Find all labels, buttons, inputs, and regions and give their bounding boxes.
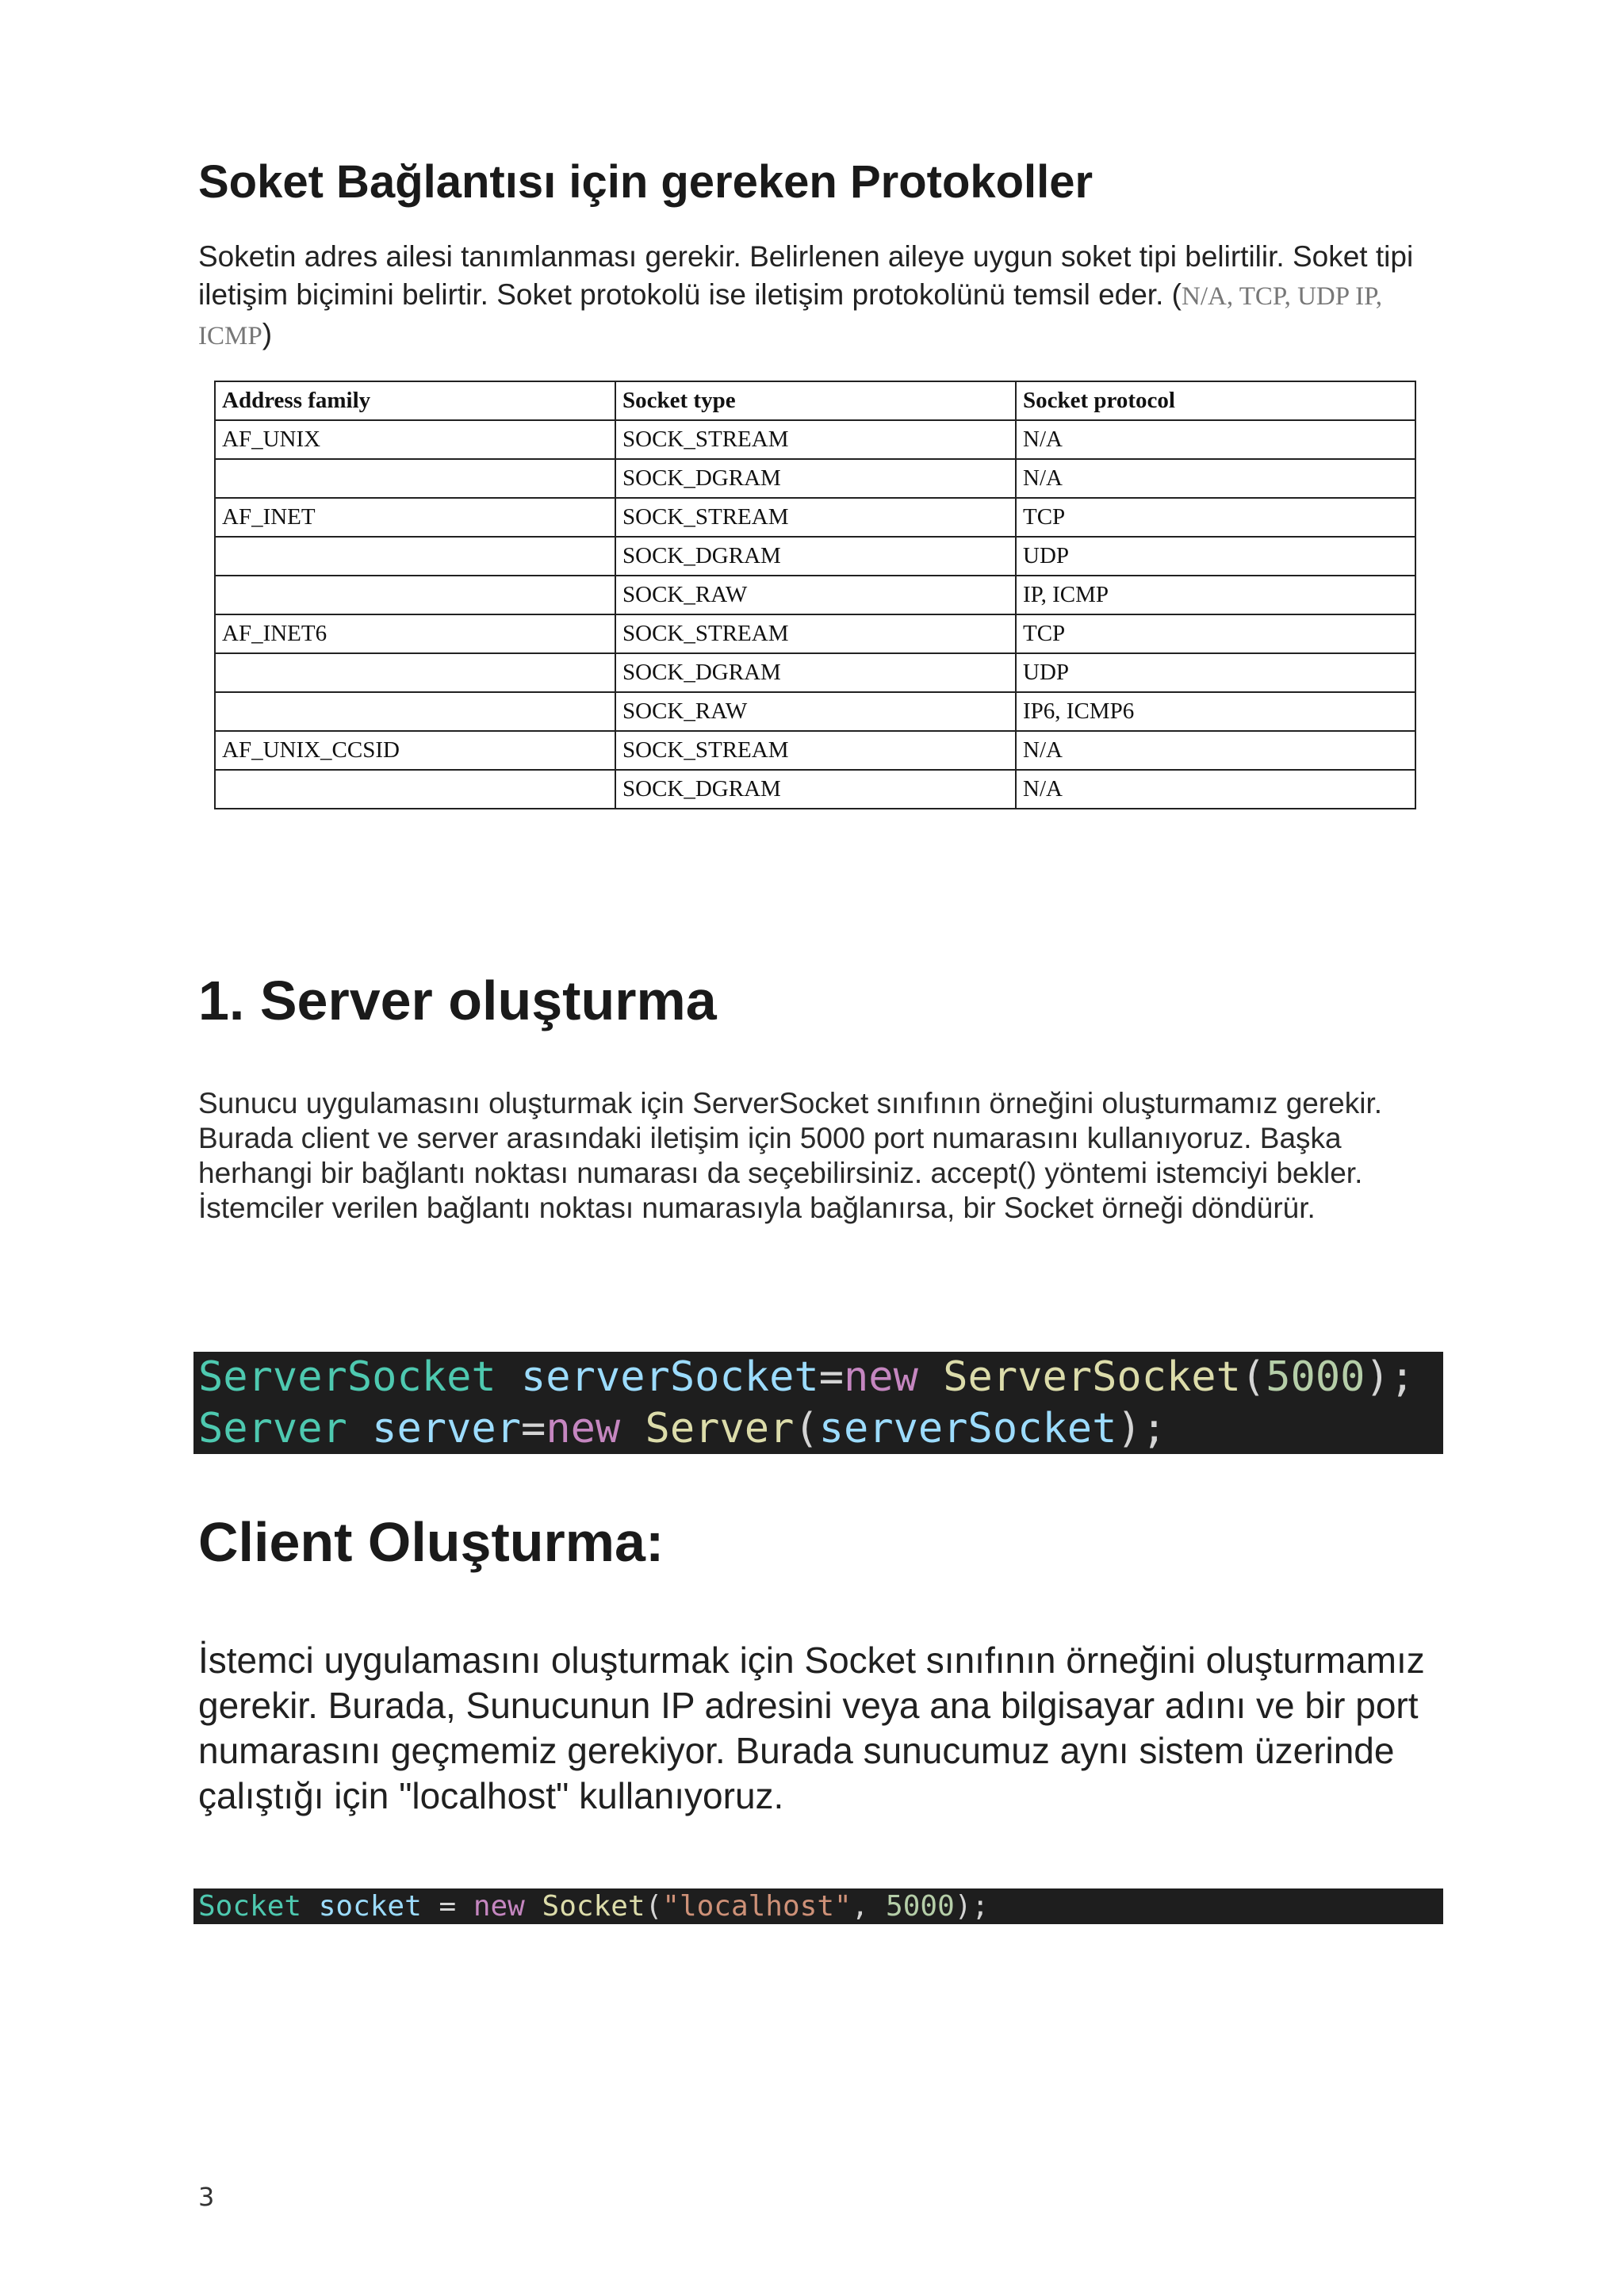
server-code-block [193,1352,1443,1454]
cell-address-family [215,692,615,731]
code-token-string: "localhost" [662,1890,852,1923]
code-token-space [496,1353,521,1401]
protocols-intro-text: Soketin adres ailesi tanımlanması gerekir. Belirlenen aileye uygun soket tipi belirtilir. Soket tipi iletişim biçimini belirtir. Soket protokolü ise iletişim protokolünü temsil eder. ( [198,240,1414,311]
cell-address-family [215,653,615,692]
cell-socket-type: SOCK_DGRAM [615,459,1016,498]
table-row [215,653,1415,692]
cell-socket-type: SOCK_STREAM [615,498,1016,537]
code-token-terminator: ); [1365,1353,1415,1401]
table-row [215,498,1415,537]
table-row [215,420,1415,459]
code-token-space [525,1890,542,1923]
table-row [215,576,1415,614]
cell-socket-protocol: IP6, ICMP6 [1016,692,1415,731]
code-token-type: Server [198,1405,347,1452]
cell-address-family: AF_INET [215,498,615,537]
cell-address-family [215,576,615,614]
cell-socket-protocol: N/A [1016,459,1415,498]
header-socket-protocol: Socket protocol [1016,381,1415,420]
cell-socket-protocol: UDP [1016,653,1415,692]
table-row [215,459,1415,498]
cell-socket-protocol: UDP [1016,537,1415,576]
header-address-family: Address family [215,381,615,420]
table-row [215,692,1415,731]
code-token-number: 5000 [886,1890,955,1923]
code-token-comma: , [851,1890,887,1923]
code-token-space [918,1353,943,1401]
cell-socket-protocol: IP, ICMP [1016,576,1415,614]
cell-socket-type: SOCK_RAW [615,692,1016,731]
code-token-operator: = [421,1890,473,1923]
table-row [215,537,1415,576]
cell-socket-type: SOCK_RAW [615,576,1016,614]
code-token-variable: serverSocket [521,1353,819,1401]
code-token-variable: socket [318,1890,422,1923]
table-row [215,731,1415,770]
page-number: 3 [198,2182,215,2212]
code-token-operator: = [521,1405,546,1452]
code-line [198,1888,1443,1924]
cell-address-family: AF_INET6 [215,614,615,653]
code-token-constructor: Socket [542,1890,645,1923]
table-header-row [215,381,1415,420]
cell-address-family [215,537,615,576]
cell-socket-type: SOCK_STREAM [615,731,1016,770]
section-heading-server: 1. Server oluşturma [198,970,717,1031]
code-token-paren: ( [645,1890,663,1923]
table-row [215,770,1415,809]
cell-socket-type: SOCK_DGRAM [615,653,1016,692]
code-token-operator: = [818,1353,844,1401]
code-token-keyword: new [546,1405,621,1452]
cell-socket-protocol: TCP [1016,498,1415,537]
code-token-space [301,1890,319,1923]
section-title-protocols: Soket Bağlantısı için gereken Protokoller [198,156,1094,208]
code-token-type: ServerSocket [198,1353,496,1401]
protocols-list-inline: N/A, TCP, UDP IP, ICMP [198,282,1383,350]
code-token-constructor: ServerSocket [943,1353,1241,1401]
cell-socket-protocol: N/A [1016,420,1415,459]
code-token-space [620,1405,645,1452]
code-token-keyword: new [473,1890,525,1923]
cell-address-family [215,459,615,498]
code-token-paren: ( [1240,1353,1266,1401]
code-token-keyword: new [844,1353,918,1401]
header-socket-type: Socket type [615,381,1016,420]
code-line [198,1352,1443,1403]
code-token-space [347,1405,372,1452]
cell-address-family: AF_UNIX_CCSID [215,731,615,770]
server-description-paragraph: Sunucu uygulamasını oluşturmak için ServerSocket sınıfının örneğini oluşturmamız gerekir. Burada client ve server arasındaki iletişim için 5000 port numarasını kullanıyoruz. Başka herhangi bir bağlantı noktası numarası da seçebilirsiniz. accept() yöntemi istemciyi bekler. İstemciler verilen bağlantı noktası numarasıyla bağlanırsa, bir Socket örneği döndürür. [198,1087,1383,1224]
cell-address-family [215,770,615,809]
code-token-variable: server [372,1405,521,1452]
cell-socket-protocol: TCP [1016,614,1415,653]
table-row [215,614,1415,653]
code-token-number: 5000 [1266,1353,1365,1401]
cell-socket-protocol: N/A [1016,731,1415,770]
cell-socket-type: SOCK_STREAM [615,420,1016,459]
code-token-terminator: ); [954,1890,990,1923]
code-token-paren: ( [794,1405,819,1452]
code-token-variable: serverSocket [818,1405,1117,1452]
cell-address-family: AF_UNIX [215,420,615,459]
code-token-terminator: ); [1116,1405,1167,1452]
cell-socket-protocol: N/A [1016,770,1415,809]
code-line [198,1403,1443,1455]
protocols-intro-paragraph [198,238,1443,355]
cell-socket-type: SOCK_STREAM [615,614,1016,653]
code-token-type: Socket [198,1890,302,1923]
cell-socket-type: SOCK_DGRAM [615,537,1016,576]
client-description-paragraph: İstemci uygulamasını oluşturmak için Socket sınıfının örneğini oluşturmamız gerekir. Burada, Sunucunun IP adresini veya ana bilgisayar adını ve bir port numarasını geçmemiz gerekiyor. Burada sunucumuz aynı sistem üzerinde çalıştığı için "localhost" kullanıyoruz. [198,1640,1425,1816]
socket-protocols-table [214,381,1416,809]
protocols-intro-close: ) [262,318,273,350]
client-code-block [193,1888,1443,1924]
cell-socket-type: SOCK_DGRAM [615,770,1016,809]
section-heading-client: Client Oluşturma: [198,1511,665,1573]
code-token-constructor: Server [645,1405,795,1452]
